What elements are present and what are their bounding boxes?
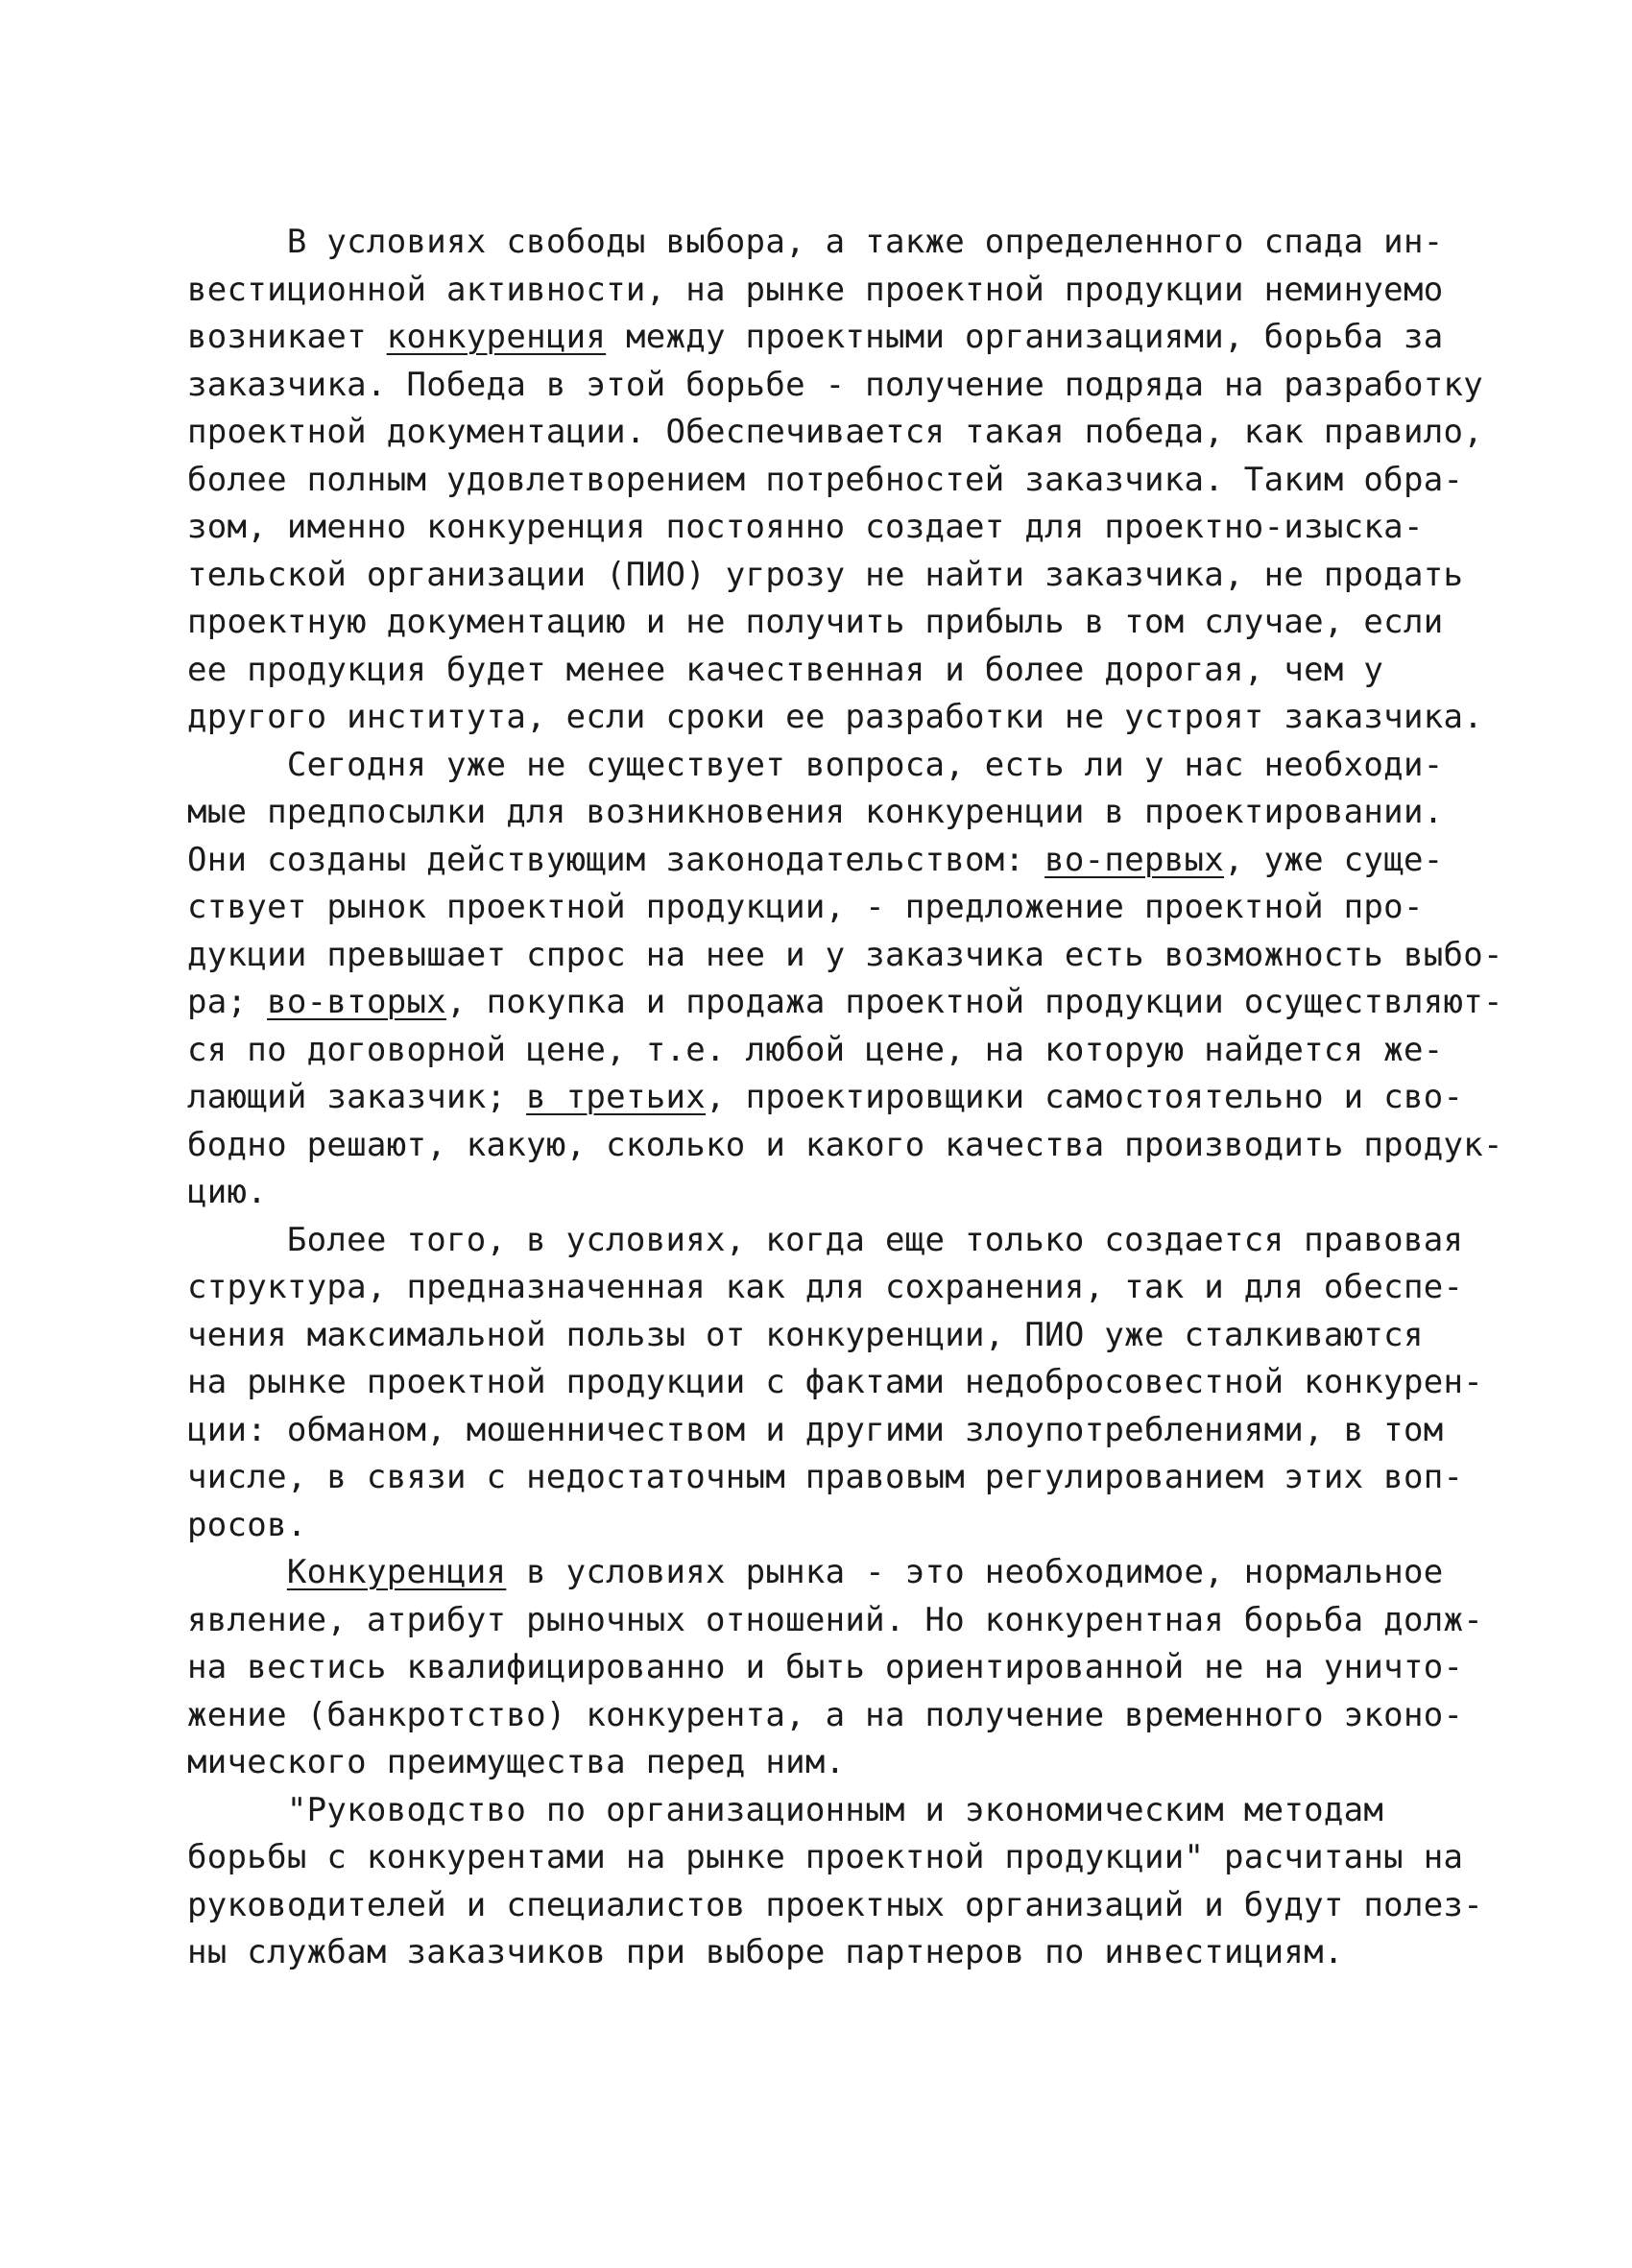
text-line: [187, 1882, 1484, 1930]
text-segment: , покупка и продажа проектной продукции осуществляют-: [446, 983, 1503, 1021]
text-segment: другого института, если сроки ее разработки не устроят заказчика.: [187, 698, 1484, 736]
paragraph: [187, 1787, 1484, 1977]
text-line: [187, 932, 1503, 980]
text-segment: числе, в связи с недостаточным правовым регулированием этих воп-: [187, 1458, 1464, 1496]
text-segment: явление, атрибут рыночных отношений. Но конкурентная борьба долж-: [187, 1600, 1484, 1639]
text-line: [187, 1169, 1474, 1217]
text-line: [187, 409, 1484, 457]
text-line: [187, 1454, 1474, 1502]
text-line: [187, 979, 1503, 1027]
text-line: [187, 362, 1484, 410]
text-line: [187, 1644, 1474, 1692]
document-body: [187, 219, 1503, 1977]
underlined-term: во-первых: [1044, 840, 1225, 879]
text-segment: [187, 1553, 287, 1591]
text-line: [187, 1407, 1474, 1455]
text-line: [187, 1597, 1484, 1645]
text-line: [187, 742, 1474, 790]
text-line: [187, 1074, 1474, 1122]
text-line: [187, 1312, 1474, 1360]
text-line: [187, 552, 1474, 600]
text-segment: лающий заказчик;: [187, 1078, 527, 1116]
text-line: [187, 1027, 1474, 1075]
underlined-term: Конкуренция: [286, 1553, 507, 1591]
text-line: [187, 504, 1474, 552]
text-segment: борьбы с конкурентами на рынке проектной продукции" расчитаны на: [187, 1838, 1464, 1876]
text-segment: Более того, в условиях, когда еще только создается правовая: [187, 1220, 1464, 1259]
paragraph: [187, 1217, 1484, 1550]
text-segment: зом, именно конкуренция постоянно создает для проектно-изыска-: [187, 508, 1424, 546]
text-segment: жение (банкротство) конкурента, а на получение временного эконо-: [187, 1695, 1464, 1734]
text-line: [187, 219, 1474, 267]
text-line: [187, 1217, 1474, 1265]
text-segment: проектную документацию и не получить прибыль в том случае, если: [187, 603, 1444, 641]
text-line: [187, 1739, 1474, 1787]
text-line: [187, 694, 1484, 742]
text-segment: , проектировщики самостоятельно и сво-: [706, 1078, 1464, 1116]
text-segment: на рынке проектной продукции с фактами недобросовестной конкурен-: [187, 1363, 1484, 1401]
text-line: [187, 1549, 1474, 1597]
text-line: [187, 1834, 1474, 1882]
text-line: [187, 1692, 1474, 1740]
text-segment: проектной документации. Обеспечивается такая победа, как правило,: [187, 413, 1484, 451]
text-line: [187, 884, 1474, 932]
text-segment: ции: обманом, мошенничеством и другими злоупотреблениями, в том: [187, 1410, 1444, 1449]
text-segment: вестиционной активности, на рынке проектной продукции неминуемо: [187, 270, 1444, 309]
text-segment: , уже суще-: [1224, 840, 1444, 879]
text-line: [187, 837, 1474, 885]
underlined-term: во-вторых: [267, 983, 447, 1021]
text-segment: руководителей и специалистов проектных организаций и будут полез-: [187, 1885, 1484, 1924]
paragraph: [187, 742, 1503, 1217]
text-segment: мые предпосылки для возникновения конкуренции в проектировании.: [187, 793, 1444, 831]
paragraph: [187, 219, 1484, 742]
text-segment: ны службам заказчиков при выборе партнеров по инвестициям.: [187, 1933, 1344, 1971]
text-segment: В условиях свободы выбора, а также определенного спада ин-: [187, 223, 1444, 261]
text-line: [187, 647, 1474, 695]
paragraph: [187, 1549, 1484, 1787]
text-line: [187, 1264, 1474, 1312]
text-segment: Они созданы действующим законодательством:: [187, 840, 1045, 879]
text-segment: бодно решают, какую, сколько и какого качества производить продук-: [187, 1125, 1503, 1164]
text-segment: дукции превышает спрос на нее и у заказчика есть возможность выбо-: [187, 935, 1503, 974]
text-segment: структура, предназначенная как для сохранения, так и для обеспе-: [187, 1268, 1464, 1306]
text-segment: Сегодня уже не существует вопроса, есть ли у нас необходи-: [187, 745, 1444, 784]
text-segment: между проектными организациями, борьба за: [606, 318, 1444, 356]
text-line: [187, 1929, 1474, 1977]
text-line: [187, 457, 1474, 505]
text-segment: "Руководство по организационным и экономическим методам: [187, 1790, 1384, 1829]
text-segment: чения максимальной пользы от конкуренции, ПИО уже сталкиваются: [187, 1315, 1424, 1354]
text-line: [187, 267, 1474, 315]
text-segment: ее продукция будет менее качественная и более дорогая, чем у: [187, 650, 1384, 689]
text-line: [187, 789, 1474, 837]
underlined-term: в третьих: [526, 1078, 707, 1116]
text-line: [187, 1359, 1484, 1407]
text-line: [187, 1122, 1503, 1170]
text-line: [187, 1787, 1474, 1835]
text-segment: на вестись квалифицированно и быть ориентированной не на уничто-: [187, 1648, 1464, 1686]
text-segment: тельской организации (ПИО) угрозу не найти заказчика, не продать: [187, 555, 1464, 594]
text-segment: росов.: [187, 1505, 307, 1544]
text-segment: цию.: [187, 1173, 268, 1211]
text-segment: заказчика. Победа в этой борьбе - получение подряда на разработку: [187, 365, 1484, 404]
text-segment: ствует рынок проектной продукции, - предложение проектной про-: [187, 888, 1424, 926]
text-segment: возникает: [187, 318, 387, 356]
text-line: [187, 599, 1474, 647]
text-segment: мического преимущества перед ним.: [187, 1743, 846, 1781]
text-segment: ся по договорной цене, т.е. любой цене, на которую найдется же-: [187, 1030, 1444, 1069]
text-line: [187, 314, 1474, 362]
underlined-term: конкуренция: [386, 318, 607, 356]
text-segment: в условиях рынка - это необходимое, нормальное: [506, 1553, 1444, 1591]
text-segment: ра;: [187, 983, 268, 1021]
text-segment: более полным удовлетворением потребностей заказчика. Таким обра-: [187, 460, 1464, 499]
text-line: [187, 1502, 1474, 1550]
